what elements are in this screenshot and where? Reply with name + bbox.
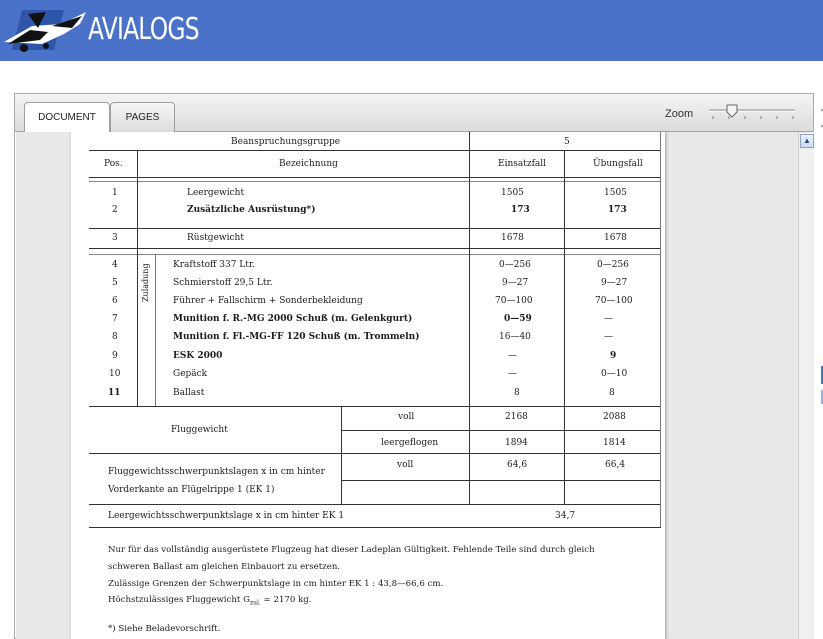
row-6-pos: 6 [112, 296, 118, 306]
row-2-name: Zusätzliche Ausrüstung*) [187, 205, 316, 215]
fluggewicht-voll-einsatz: 2168 [505, 412, 528, 422]
schwerpunkt-label-1: Fluggewichtsschwerpunktslagen x in cm hinter [108, 467, 325, 477]
row-7-name: Munition f. R.-MG 2000 Schuß (m. Gelenkgurt) [173, 314, 413, 324]
row-8-einsatz: 16—40 [499, 332, 531, 342]
schwerpunkt-label-2: Vorderkante an Flügelrippe 1 (EK 1) [108, 485, 275, 495]
schwerpunkt-voll-einsatz: 64,6 [507, 460, 528, 470]
row-2-einsatz: 173 [511, 205, 530, 215]
document-page [71, 132, 665, 639]
row-5-name: Schmierstoff 29,5 Ltr. [173, 278, 273, 288]
viewer-toolbar [15, 94, 813, 132]
row-3-einsatz: 1678 [501, 233, 524, 243]
leer-schwerpunkt-value: 34,7 [555, 511, 576, 521]
note-2: schweren Ballast am gleichen Einbauort zu ersetzen. [108, 562, 341, 572]
schwerpunkt-voll-label: voll [397, 460, 414, 470]
row-5-einsatz: 9—27 [502, 278, 529, 288]
row-9-pos: 9 [112, 351, 118, 361]
note-4-text: Höchstzulässiges Fluggewicht G [108, 595, 250, 605]
zuladung-label: Zuladung [141, 263, 150, 302]
row-11-einsatz: 8 [514, 388, 520, 398]
row-5-pos: 5 [112, 278, 118, 288]
group-label: Beanspruchungsgruppe [231, 137, 341, 147]
row-3-name: Rüstgewicht [187, 233, 244, 243]
zoom-slider[interactable] [707, 102, 797, 124]
row-10-uebung: 0—10 [601, 369, 628, 379]
leer-schwerpunkt-label: Leergewichtsschwerpunktslage x in cm hinter EK 1 [108, 511, 345, 521]
row-1-einsatz: 1505 [501, 188, 524, 198]
row-3-uebung: 1678 [604, 233, 627, 243]
row-6-uebung: 70—100 [595, 296, 633, 306]
row-8-name: Munition f. Fl.-MG-FF 120 Schuß (m. Trommeln) [173, 332, 420, 342]
site-header [0, 0, 823, 61]
row-2-uebung: 173 [608, 205, 627, 215]
tab-pages[interactable]: PAGES [110, 102, 175, 132]
vertical-scrollbar[interactable] [798, 132, 814, 639]
leergeflogen-label: leergeflogen [381, 438, 439, 448]
logo-text[interactable]: AVIALOGS [88, 12, 199, 47]
document-canvas[interactable] [16, 132, 798, 639]
col-designation: Bezeichnung [279, 159, 338, 169]
row-1-name: Leergewicht [187, 188, 245, 198]
note-4 [108, 595, 312, 607]
row-2-pos: 2 [112, 205, 118, 215]
col-pos: Pos. [104, 159, 123, 169]
row-11-name: Ballast [173, 388, 205, 398]
note-4-end: = 2170 kg. [260, 595, 312, 605]
row-6-einsatz: 70—100 [495, 296, 533, 306]
row-9-name: ESK 2000 [173, 351, 223, 361]
row-7-pos: 7 [112, 314, 118, 324]
note-1: Nur für das vollständig ausgerüstete Flugzeug hat dieser Ladeplan Gültigkeit. Fehlende Teile sind durch gleich [108, 545, 595, 555]
fluggewicht-label: Fluggewicht [171, 425, 228, 435]
col-einsatz: Einsatzfall [498, 159, 547, 169]
schwerpunkt-voll-uebung: 66,4 [605, 460, 626, 470]
fluggewicht-voll-uebung: 2088 [603, 412, 626, 422]
document-viewer [14, 93, 814, 639]
chevron-up-icon[interactable]: ▲ [800, 134, 814, 148]
row-9-einsatz: — [508, 351, 517, 361]
airplane-logo-icon[interactable] [2, 4, 88, 56]
row-6-name: Führer + Fallschirm + Sonderbekleidung [173, 296, 363, 306]
row-4-pos: 4 [112, 260, 118, 270]
voll-label: voll [398, 412, 415, 422]
fluggewicht-leer-uebung: 1814 [603, 438, 626, 448]
zoom-label: Zoom [665, 108, 694, 120]
row-11-uebung: 8 [609, 388, 615, 398]
group-value: 5 [564, 137, 570, 147]
fluggewicht-leer-einsatz: 1894 [505, 438, 528, 448]
note-3: Zulässige Grenzen der Schwerpunktslage in cm hinter EK 1 : 43,8—66,6 cm. [108, 579, 444, 589]
row-1-pos: 1 [112, 188, 118, 198]
row-5-uebung: 9—27 [601, 278, 628, 288]
row-7-einsatz: 0—59 [504, 314, 532, 324]
row-10-pos: 10 [109, 369, 121, 379]
row-8-uebung: — [604, 332, 613, 342]
tab-document[interactable]: DOCUMENT [24, 102, 110, 133]
row-4-name: Kraftstoff 337 Ltr. [173, 260, 256, 270]
row-8-pos: 8 [112, 332, 118, 342]
footnote: *) Siehe Beladevorschrift. [108, 624, 221, 634]
row-9-uebung: 9 [610, 351, 617, 361]
row-1-uebung: 1505 [604, 188, 627, 198]
row-7-uebung: — [604, 314, 613, 324]
note-4-sub: zul. [249, 599, 261, 607]
side-marks [818, 100, 823, 639]
row-11-pos: 11 [108, 388, 121, 398]
col-uebung: Übungsfall [593, 159, 643, 169]
row-10-name: Gepäck [173, 369, 208, 379]
row-3-pos: 3 [112, 233, 118, 243]
row-4-einsatz: 0—256 [499, 260, 531, 270]
row-4-uebung: 0—256 [597, 260, 629, 270]
row-10-einsatz: — [508, 369, 517, 379]
